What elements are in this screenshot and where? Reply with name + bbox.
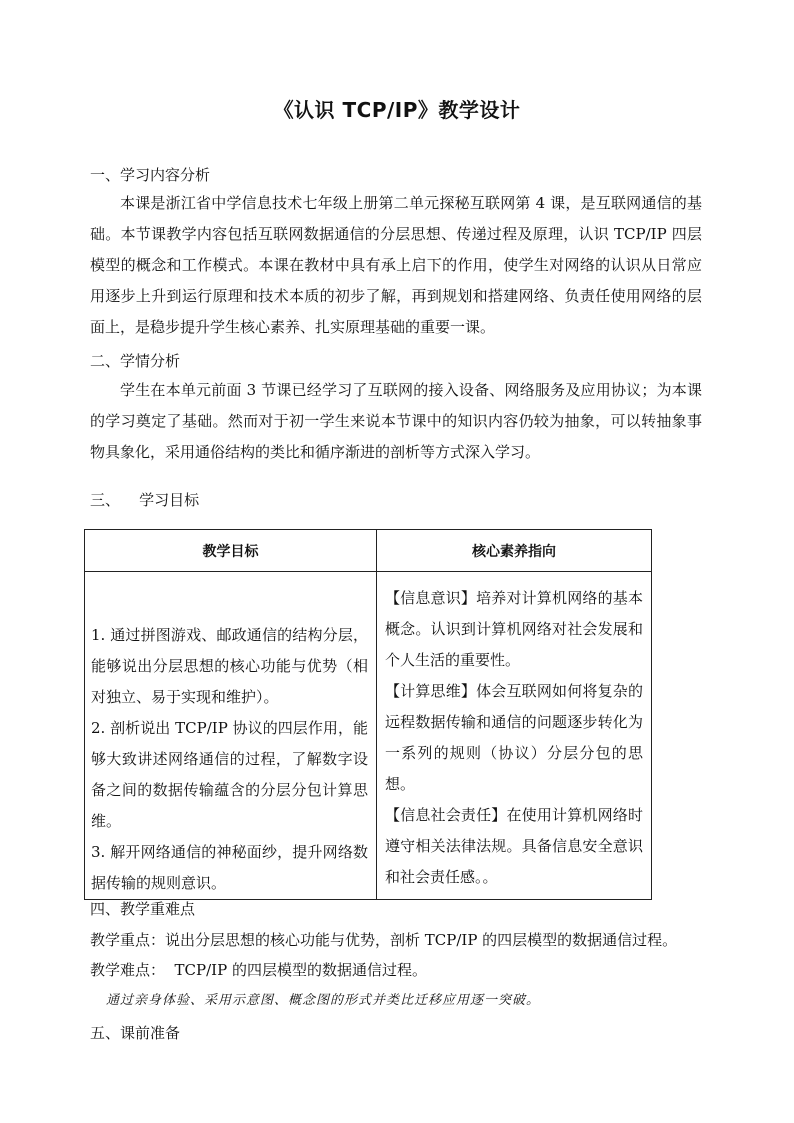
table-row — [85, 572, 652, 900]
section-heading-key-difficulties: 四、教学重难点 — [90, 900, 196, 918]
literacy-item-social-responsibility: 【信息社会责任】在使用计算机网络时遵守相关法律法规。具备信息安全意识和社会责任感。。 — [385, 806, 643, 886]
literacy-item-computational-thinking: 【计算思维】体会互联网如何将复杂的远程数据传输和通信的问题逐步转化为一系列的规则（协议）分层分包的思想。 — [385, 682, 643, 793]
literacy-item-information-awareness: 【信息意识】培养对计算机网络的基本概念。认识到计算机网络对社会发展和个人生活的重要性。 — [385, 589, 643, 669]
difficulty-approach-note: 通过亲身体验、采用示意图、概念图的形式并类比迁移应用逐一突破。 — [106, 993, 541, 1008]
section-heading-preparation: 五、课前准备 — [90, 1024, 181, 1042]
section-heading-learner-analysis: 二、学情分析 — [90, 352, 181, 370]
table-header-row — [85, 530, 652, 572]
goal-item-1: 1. 通过拼图游戏、邮政通信的结构分层，能够说出分层思想的核心功能与优势（相对独立、易于实现和维护）。 — [91, 626, 368, 706]
core-literacy-header: 核心素养指向 — [377, 530, 652, 572]
teaching-key-point: 教学重点：说出分层思想的核心功能与优势，剖析 TCP/IP 的四层模型的数据通信过程。 — [90, 931, 678, 949]
learning-goals-table — [84, 529, 652, 900]
goal-item-3: 3. 解开网络通信的神秘面纱，提升网络数据传输的规则意识。 — [91, 843, 368, 892]
teaching-goals-header: 教学目标 — [85, 530, 377, 572]
section-heading-content-analysis: 一、学习内容分析 — [90, 166, 211, 184]
section-heading-learning-goals: 三、 学习目标 — [90, 491, 200, 509]
teaching-difficulty: 教学难点： TCP/IP 的四层模型的数据通信过程。 — [90, 961, 427, 979]
teaching-goals-cell — [85, 572, 377, 900]
content-analysis-paragraph: 本课是浙江省中学信息技术七年级上册第二单元探秘互联网第 4 课，是互联网通信的基础。本节课教学内容包括互联网数据通信的分层思想、传递过程及原理，认识 TCP/IP 四层模型的概念和工作模式。本课在教材中具有承上启下的作用，使学生对网络的认识从日常应用逐步上升到运行原理和技术本质的初步了解，再到规划和搭建网络、负责任使用网络的层面上，是稳步提升学生核心素养、扎实原理基础的重要一课。 — [90, 194, 702, 336]
core-literacy-cell — [377, 572, 652, 900]
document-title: 《认识 TCP/IP》教学设计 — [273, 98, 521, 122]
learner-analysis-paragraph: 学生在本单元前面 3 节课已经学习了互联网的接入设备、网络服务及应用协议；为本课的学习奠定了基础。然而对于初一学生来说本节课中的知识内容仍较为抽象，可以转抽象事物具象化，采用通俗结构的类比和循序渐进的剖析等方式深入学习。 — [90, 381, 702, 461]
goal-item-2: 2. 剖析说出 TCP/IP 协议的四层作用，能够大致讲述网络通信的过程，了解数字设备之间的数据传输蕴含的分层分包计算思维。 — [91, 719, 368, 830]
